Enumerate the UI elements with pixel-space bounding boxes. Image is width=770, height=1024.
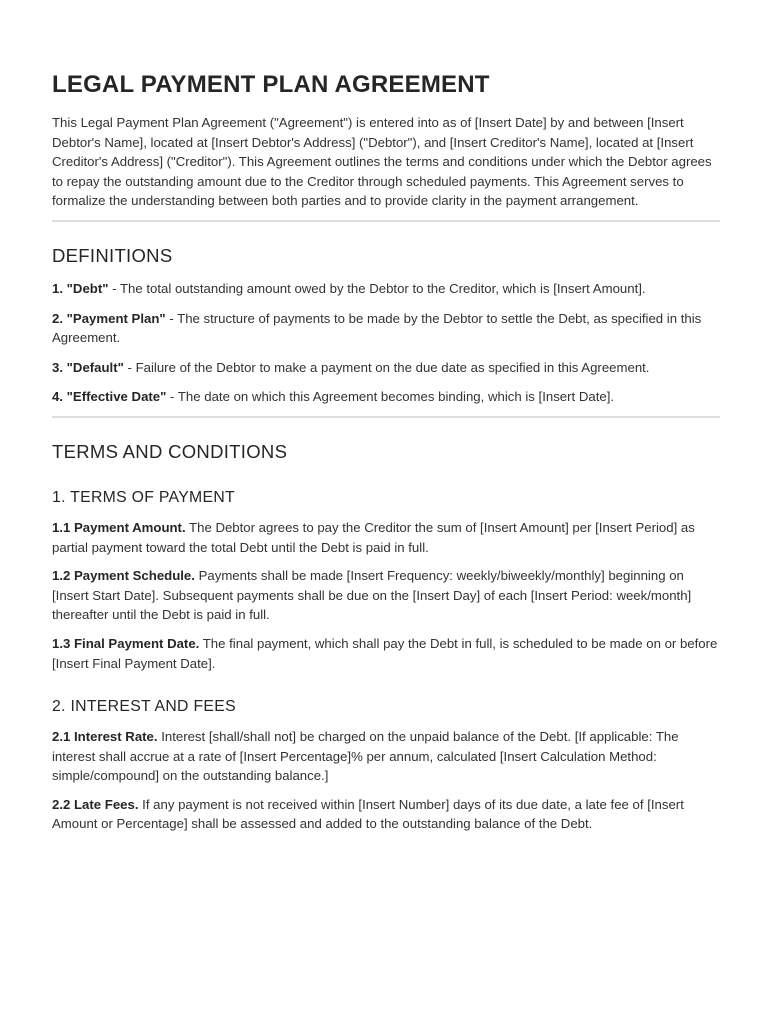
clause-term: 2.2 Late Fees. [52,796,139,812]
interest-and-fees-list [52,727,720,834]
definition-text: - The structure of payments to be made by the Debtor to settle the Debt, as specified in this Agreement. [52,310,702,346]
terms-heading: TERMS AND CONDITIONS [52,440,288,462]
definitions-list [52,279,720,407]
clause-text: If any payment is not received within [Insert Number] days of its due date, a late fee of [Insert Amount or Percentage] shall be assessed and added to the outstanding balance of the Debt. [52,796,684,832]
clause-item [52,634,720,673]
definitions-heading: DEFINITIONS [52,244,173,266]
clause-term: 1.3 Final Payment Date. [52,635,200,651]
definition-text: - Failure of the Debtor to make a payment on the due date as specified in this Agreement. [123,359,650,375]
document-title: LEGAL PAYMENT PLAN AGREEMENT [52,71,490,98]
definition-text: - The total outstanding amount owed by the Debtor to the Creditor, which is [Insert Amount]. [108,280,646,296]
clause-text: The Debtor agrees to pay the Creditor the sum of [Insert Amount] per [Insert Period] as partial payment toward the total Debt until the Debt is paid in full. [52,519,695,555]
definition-item [52,387,720,407]
definition-term: 3. "Default" [52,359,124,375]
clause-text: Payments shall be made [Insert Frequency: weekly/biweekly/monthly] beginning on [Insert Start Date]. Subsequent payments shall be due on the [Insert Day] of each [Insert Period: week/month] thereafter until the Debt is paid in full. [52,568,692,623]
clause-text: The final payment, which shall pay the Debt in full, is scheduled to be made on or before [Insert Final Payment Date]. [52,635,718,671]
terms-of-payment-heading: 1. TERMS OF PAYMENT [52,488,235,506]
definition-item [52,309,720,348]
document-page [52,70,720,834]
intro-paragraph: This Legal Payment Plan Agreement ("Agreement") is entered into as of [Insert Date] by and between [Insert Debtor's Name], located at [Insert Debtor's Address] ("Debtor"), and [Insert Creditor's Name], located at [Insert Creditor's Address] ("Creditor"). This Agreement outlines the terms and conditions under which the Debtor agrees to repay the outstanding amount due to the Creditor through scheduled payments. This Agreement serves to formalize the understanding between both parties and to provide clarity in the payment arrangement. [52,115,712,209]
section-divider [52,220,720,222]
clause-term: 1.2 Payment Schedule. [52,568,195,584]
clause-item [52,518,720,557]
clause-text: Interest [shall/shall not] be charged on the unpaid balance of the Debt. [If applicable: The interest shall accrue at a rate of [Insert Percentage]% per annum, calculated [Insert Calculation Method: simple/compound] on the outstanding balance.] [52,729,679,784]
clause-item [52,566,720,625]
clause-item [52,795,720,834]
definition-term: 4. "Effective Date" [52,389,167,405]
definition-term: 1. "Debt" [52,280,109,296]
interest-and-fees-heading: 2. INTEREST AND FEES [52,698,236,716]
clause-term: 2.1 Interest Rate. [52,729,158,745]
definition-item [52,358,720,378]
section-divider [52,416,720,418]
definition-term: 2. "Payment Plan" [52,310,166,326]
clause-term: 1.1 Payment Amount. [52,519,186,535]
definition-text: - The date on which this Agreement becomes binding, which is [Insert Date]. [166,389,615,405]
definition-item [52,279,720,299]
terms-of-payment-list [52,518,720,673]
clause-item [52,727,720,786]
